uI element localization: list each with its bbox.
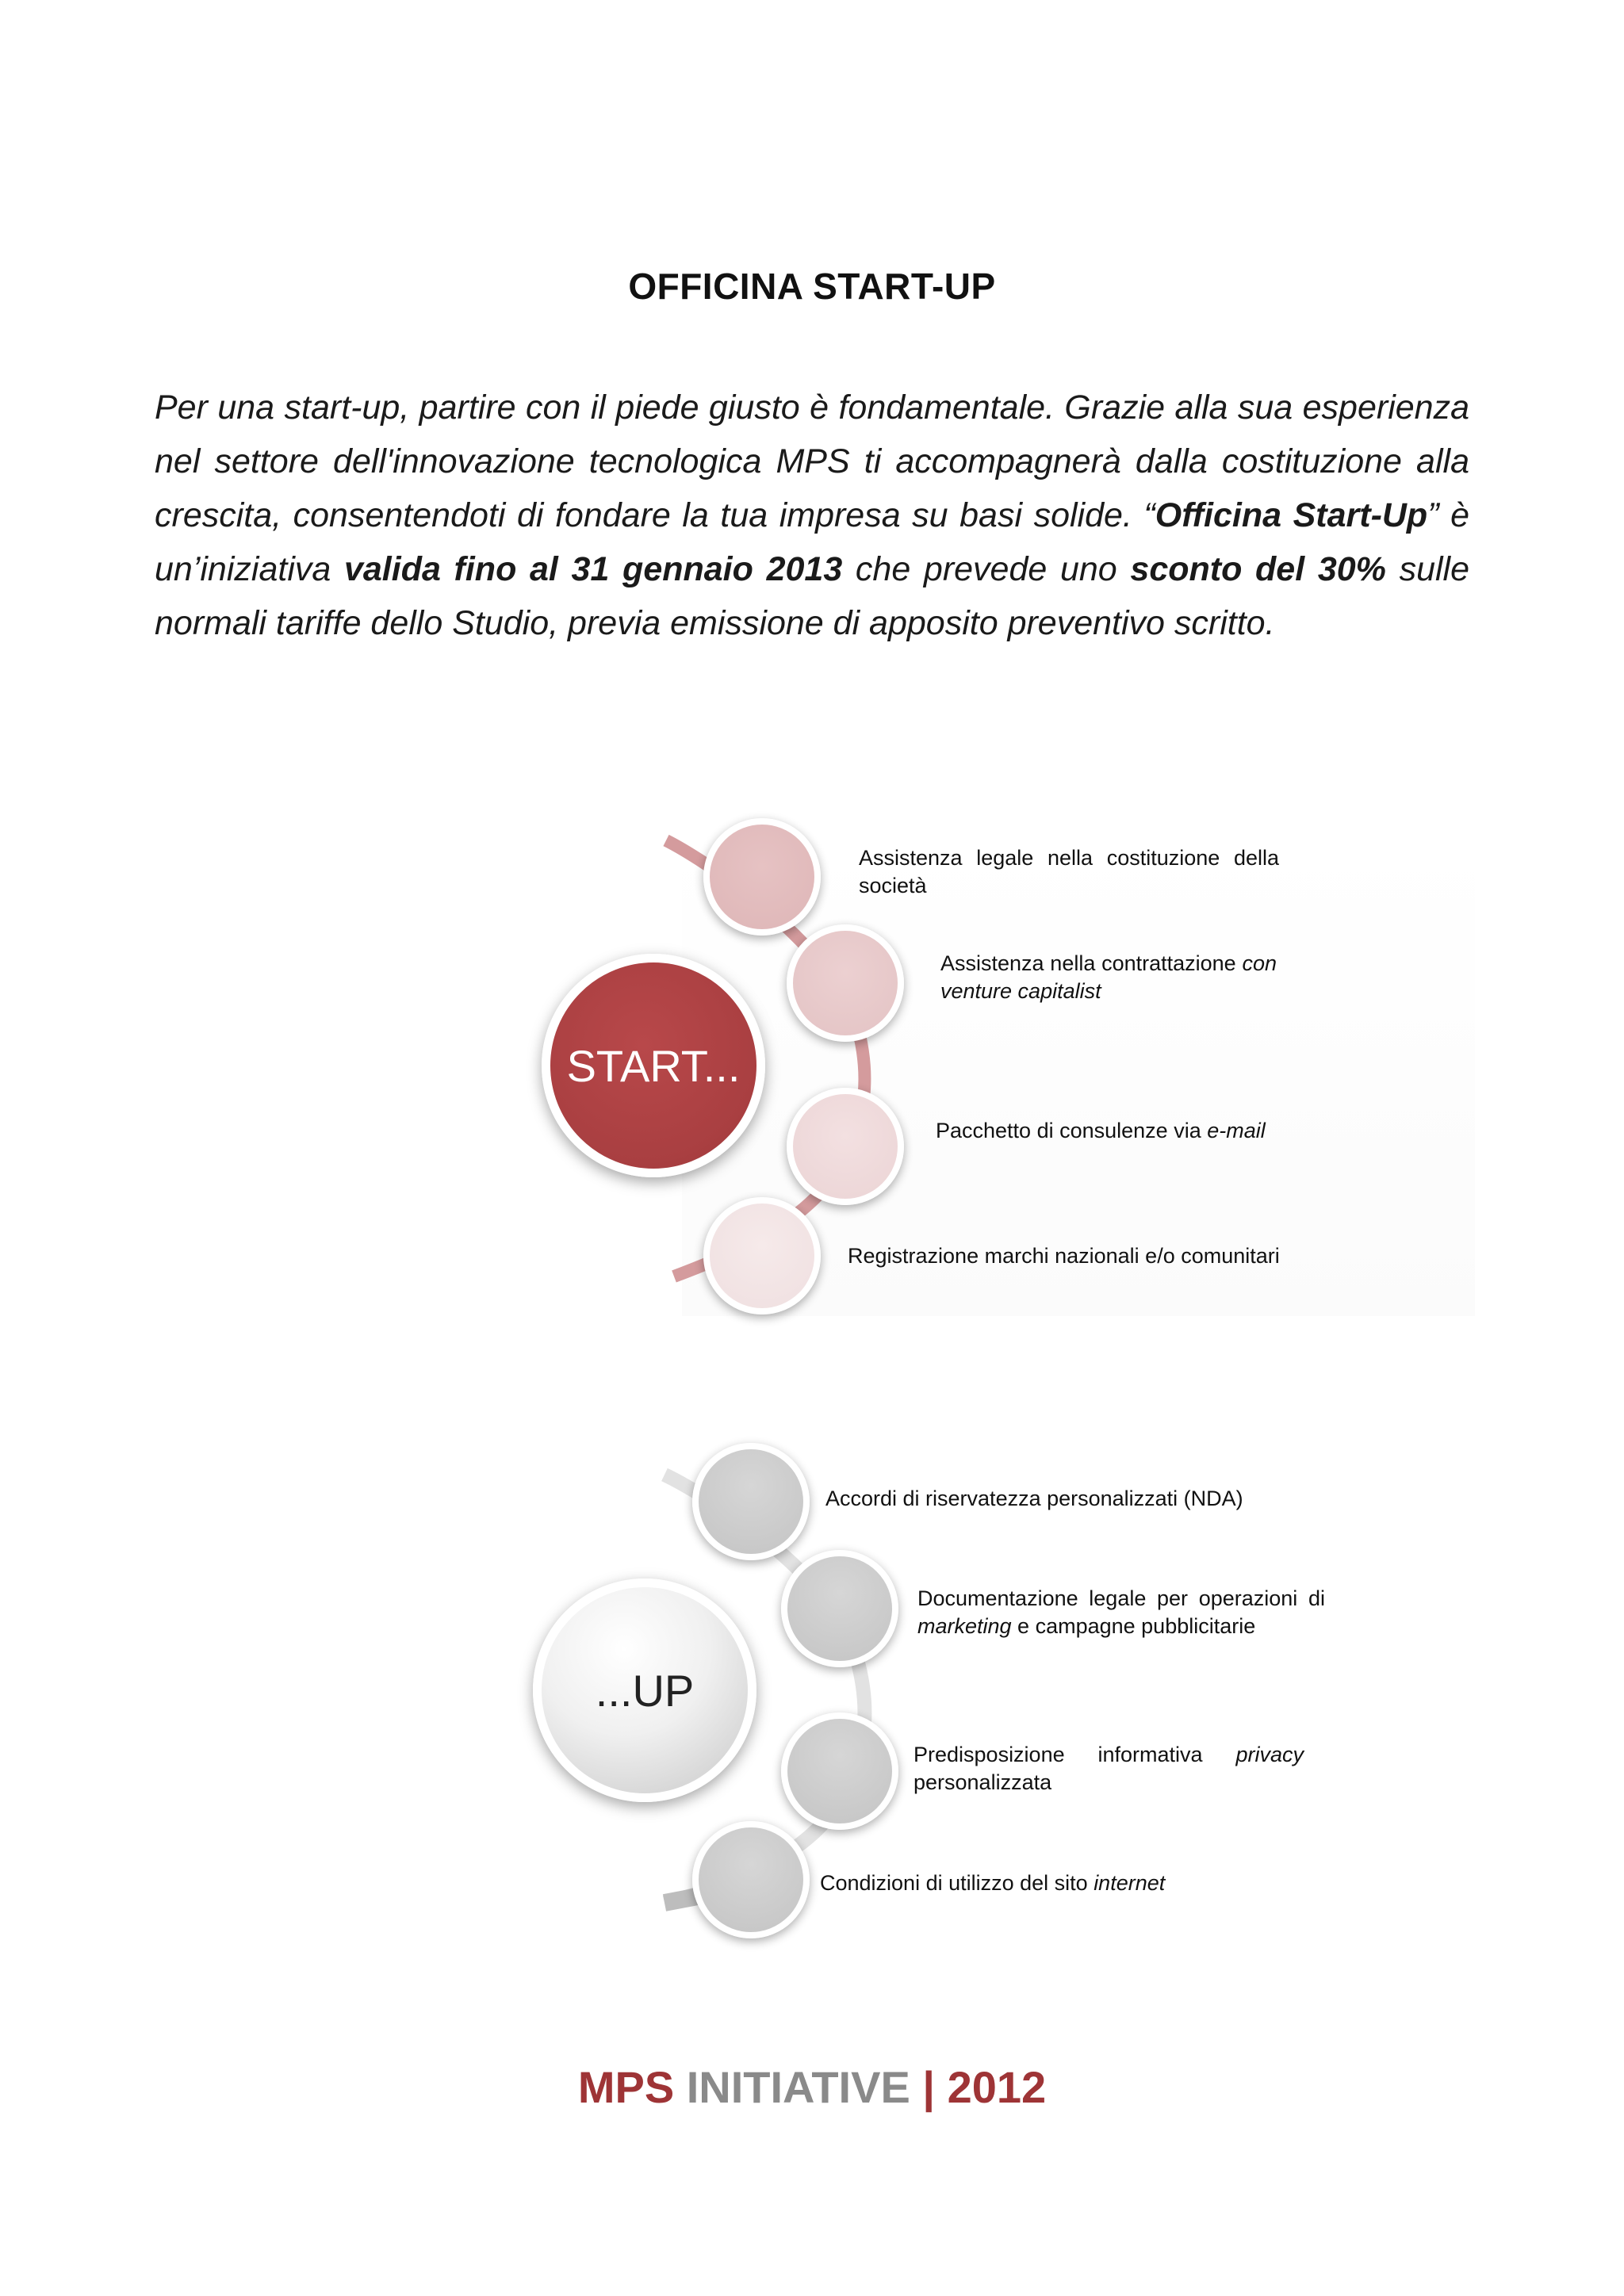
footer-year: 2012 [947,2062,1047,2112]
start-bullet-4 [703,1197,821,1314]
up-item-1-text: Accordi di riservatezza personalizzati (NDA) [825,1487,1243,1510]
up-item-2-pre: Documentazione legale per operazioni di [917,1586,1325,1610]
start-item-4 [848,1242,1323,1270]
page-title: OFFICINA START-UP [628,266,996,307]
up-item-3-pre: Predisposizione informativa [914,1743,1236,1766]
up-circle-label: ...UP [595,1665,695,1716]
start-bullet-2 [787,924,904,1042]
up-bullet-4 [692,1821,810,1938]
footer-mps: MPS [577,2062,675,2112]
footer-separator: | [910,2062,948,2112]
intro-discount: sconto del 30% [1130,550,1386,588]
footer-brand [0,2061,1624,2113]
up-item-4-pre: Condizioni di utilizzo del sito [820,1871,1094,1895]
start-item-3-italic: e-mail [1207,1119,1266,1142]
up-item-3-italic: privacy [1235,1743,1304,1766]
up-bullet-3 [781,1712,898,1830]
intro-validity: valida fino al 31 gennaio 2013 [343,550,843,588]
up-item-4 [820,1869,1296,1897]
start-item-1 [859,844,1279,900]
start-bullet-1 [703,818,821,936]
start-item-2-italic: con venture capitalist [940,951,1277,1003]
start-circle-label: START... [566,1040,741,1091]
up-circle [533,1578,756,1802]
start-item-1-text: Assistenza legale nella costituzione della società [859,846,1279,897]
start-item-3 [936,1117,1332,1145]
up-bullet-2 [781,1550,898,1667]
intro-text-1: Per una start-up, partire con il piede giusto è fondamentale. Grazie alla sua esperienza nel settore dell'innovazione tecnologica MPS ti accompagnerà dalla costituzione alla crescita, consentendoti di fondare la tua impresa su basi solide. “ [155,388,1469,534]
intro-text-4: sulle normali tariffe dello Studio, previa emissione di apposito preventivo scritto. [155,550,1470,642]
start-bullet-3 [787,1088,904,1205]
up-item-2-italic: marketing [917,1614,1012,1638]
intro-text-2: ” è un’iniziativa [155,496,1469,588]
intro-officina: Officina Start-Up [1155,496,1428,534]
up-bullet-1 [692,1443,810,1560]
footer-initiative: INITIATIVE [674,2062,910,2112]
start-item-2 [940,950,1277,1005]
intro-text-3: che prevede uno [842,550,1131,588]
up-item-1 [825,1485,1301,1513]
start-item-3-text: Pacchetto di consulenze via [936,1119,1208,1142]
start-item-2-text: Assistenza nella contrattazione [940,951,1243,975]
start-item-4-text: Registrazione marchi nazionali e/o comunitari [848,1244,1280,1268]
up-item-3 [914,1741,1304,1797]
up-item-3-post: personalizzata [914,1770,1052,1794]
up-item-2 [917,1585,1325,1640]
up-item-2-post: e campagne pubblicitarie [1011,1614,1256,1638]
start-circle [542,954,765,1177]
up-item-4-italic: internet [1094,1871,1166,1895]
